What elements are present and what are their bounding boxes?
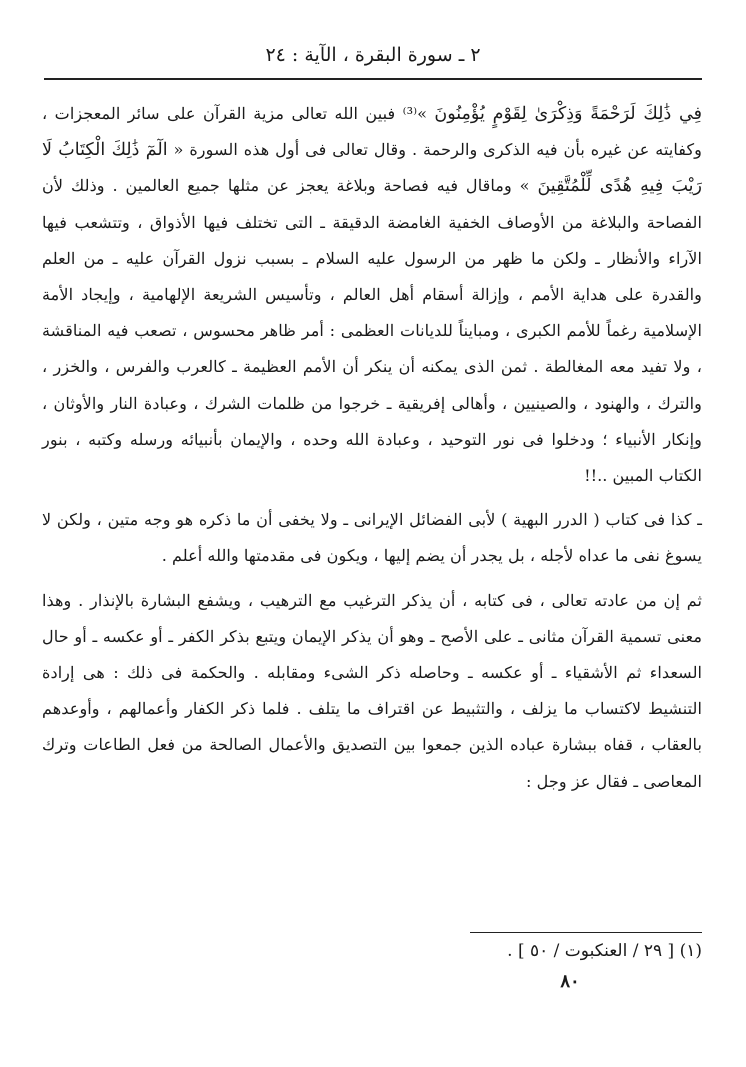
body-text: [42, 96, 702, 800]
running-header: ٢ ـ سورة البقرة ، الآية : ٢٤: [265, 44, 481, 66]
paragraph-2: ـ كذا فى كتاب ( الدرر البهية ) لأبى الفضائل الإيرانى ـ ولا يخفى أن ما ذكره هو وجه متين ، ولكن لا يسوغ نفى ما عداه لأجله ، بل يجدر أن يضم إليها ، ويكون فى مقدمتها والله أعلم .: [42, 510, 702, 566]
paragraph-3: ثم إن من عادته تعالى ، فى كتابه ، أن يذكر الترغيب مع الترهيب ، ويشفع البشارة بالإنذار . وهذا معنى تسمية القرآن مثانى ـ على الأصح ـ وهو أن يذكر الإيمان ويتبع بذكر الكفر ـ أو عكسه ـ أو حال السعداء ثم الأشقياء ـ أو عكسه ـ وحاصله ذكر الشىء ومقابله . والحكمة فى ذلك : هى إرادة التنشيط لاكتساب ما يزلف ، والتثبيط عن اقتراف ما يتلف . فلما ذكر الكفار وأعمالهم ، وأوعدهم بالعقاب ، قفاه ببشارة عباده الذين جمعوا بين التصديق والأعمال الصالحة من فعل الطاعات وترك المعاصى ـ فقال عز وجل :: [42, 590, 702, 791]
quranic-verse: الٓمٓ ذَٰلِكَ الْكِتَابُ لَا رَيْبَ فِيهِ هُدًى لِّلْمُتَّقِينَ: [42, 140, 702, 197]
paragraph-text: »⁽³⁾ فبين الله تعالى مزية القرآن على سائر المعجزات ، وكفايته عن غيره بأن فيه الذكرى والرحمة . وقال تعالى فى أول هذه السورة «: [42, 104, 702, 160]
quranic-verse: فِي ذَٰلِكَ لَرَحْمَةً وَذِكْرَىٰ لِقَوْمٍ يُؤْمِنُونَ: [434, 104, 703, 124]
footnote-rule: [470, 932, 702, 933]
paragraph-text: » وماقال فيه فصاحة وبلاغة يعجز عن مثلها جميع العالمين . وذلك لأن الفصاحة والبلاغة من الأوصاف الخفية الغامضة الدقيقة ـ التى تختلف فيها الأذواق ، وتتشعب فيها الآراء والأنظار ـ ولكن ما ظهر من الرسول عليه السلام ـ بسبب نزول القرآن عليه ـ من العلم والقدرة على هداية الأمم ، وإزالة أسقام أهل العالم ، وتأسيس الشريعة الإلهامية ، وإيجاد الأمة الإسلامية رغماً للأمم الكبرى ، ومبايناً للديانات العظمى : أمر ظاهر محسوس ، تصعب فيه المناقشة ، ولا تفيد معه المغالطة . ثمن الذى يمكنه أن ينكر أن الأمم العظيمة ـ كالعرب والفرس ، والخزر ، والترك ، والهنود ، والصينيين ، وأهالى إفريقية ـ خرجوا من ظلمات الشرك ، وعبادة النار والأوثان ، وإنكار الأنبياء ؛ ودخلوا فى نور التوحيد ، وعبادة الله وحده ، والإيمان بأنبيائه ورسله وكتبه ، بنور الكتاب المبين ..!!: [42, 176, 702, 486]
paragraph-1: [42, 96, 702, 494]
page-number: ٨٠: [560, 971, 580, 992]
header-rule: [44, 78, 702, 80]
footnote: (١) [ ٢٩ / العنكبوت / ٥٠ ] .: [507, 941, 702, 961]
